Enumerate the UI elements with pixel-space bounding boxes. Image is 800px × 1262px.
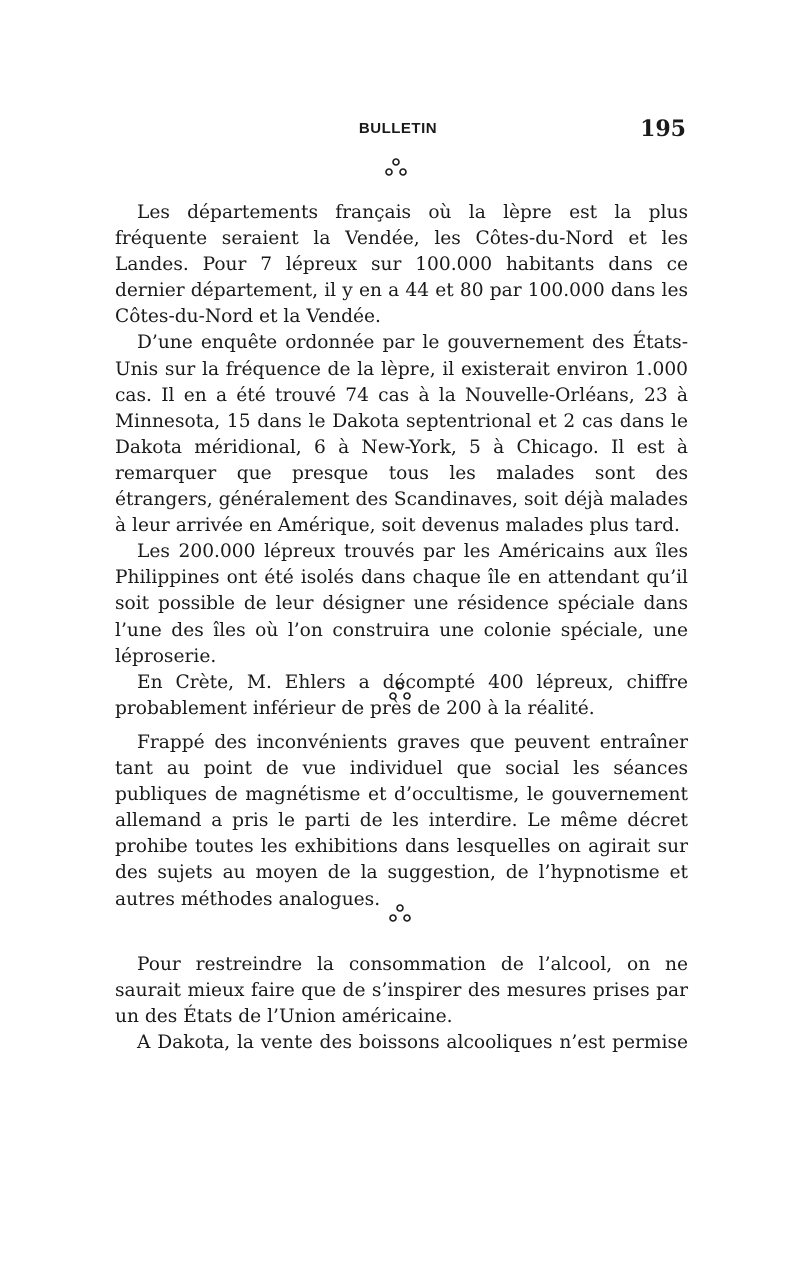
page-header xyxy=(110,116,686,146)
section-leprosy xyxy=(115,200,688,722)
paragraph: A Dakota, la vente des boissons alcooliques n’est permise xyxy=(137,1032,688,1054)
asterism-icon xyxy=(385,902,415,926)
running-title: BULLETIN xyxy=(358,120,438,137)
paragraph: Pour restreindre la consommation de l’alcool, on ne saurait mieux faire que de s’inspirer des mesures prises par un des États de l’Union américaine. xyxy=(115,954,688,1028)
section-divider-asterism xyxy=(0,680,800,706)
asterism-icon xyxy=(385,680,415,704)
paragraph: Les départements français où la lèpre est la plus fréquente seraient la Vendée, les Côtes-du-Nord et les Landes. Pour 7 lépreux sur 100.000 habitants dans ce dernier département, il y en a 44 et 80 par 100.000 dans les Côtes-du-Nord et la Vendée. xyxy=(115,202,688,328)
paragraph: D’une enquête ordonnée par le gouvernement des États-Unis sur la fréquence de la lèpre, il existerait environ 1.000 cas. Il en a été trouvé 74 cas à la Nouvelle-Orléans, 23 à Minnesota, 15 dans le Dakota septentrional et 2 cas dans le Dakota méridional, 6 à New-York, 5 à Chicago. Il est à remarquer que presque tous les malades sont des étrangers, généralement des Scandinaves, soit déjà malades à leur arrivée en Amérique, soit devenus malades plus tard. xyxy=(115,332,688,537)
paragraph: Frappé des inconvénients graves que peuvent entraîner tant au point de vue individuel que social les séances publiques de magnétisme et d’occultisme, le gouvernement allemand a pris le parti de les interdire. Le même décret prohibe toutes les exhibitions dans lesquelles on agirait sur des sujets au moyen de la suggestion, de l’hypnotisme et autres méthodes analogues. xyxy=(115,732,688,910)
section-hypnotism xyxy=(115,730,688,913)
paragraph: En Crète, M. Ehlers a décompté 400 lépreux, chiffre probablement inférieur de près de 200 à la réalité. xyxy=(115,671,688,719)
page-number: 195 xyxy=(640,116,686,142)
paragraph: Les 200.000 lépreux trouvés par les Américains aux îles Philippines ont été isolés dans chaque île en attendant qu’il soit possible de leur désigner une résidence spéciale dans l’une des îles où l’on construira une colonie spéciale, une léproserie. xyxy=(115,541,688,667)
section-alcohol xyxy=(115,952,688,1056)
asterism-icon xyxy=(381,156,411,180)
section-divider-asterism xyxy=(0,156,796,182)
section-divider-asterism xyxy=(0,902,800,928)
